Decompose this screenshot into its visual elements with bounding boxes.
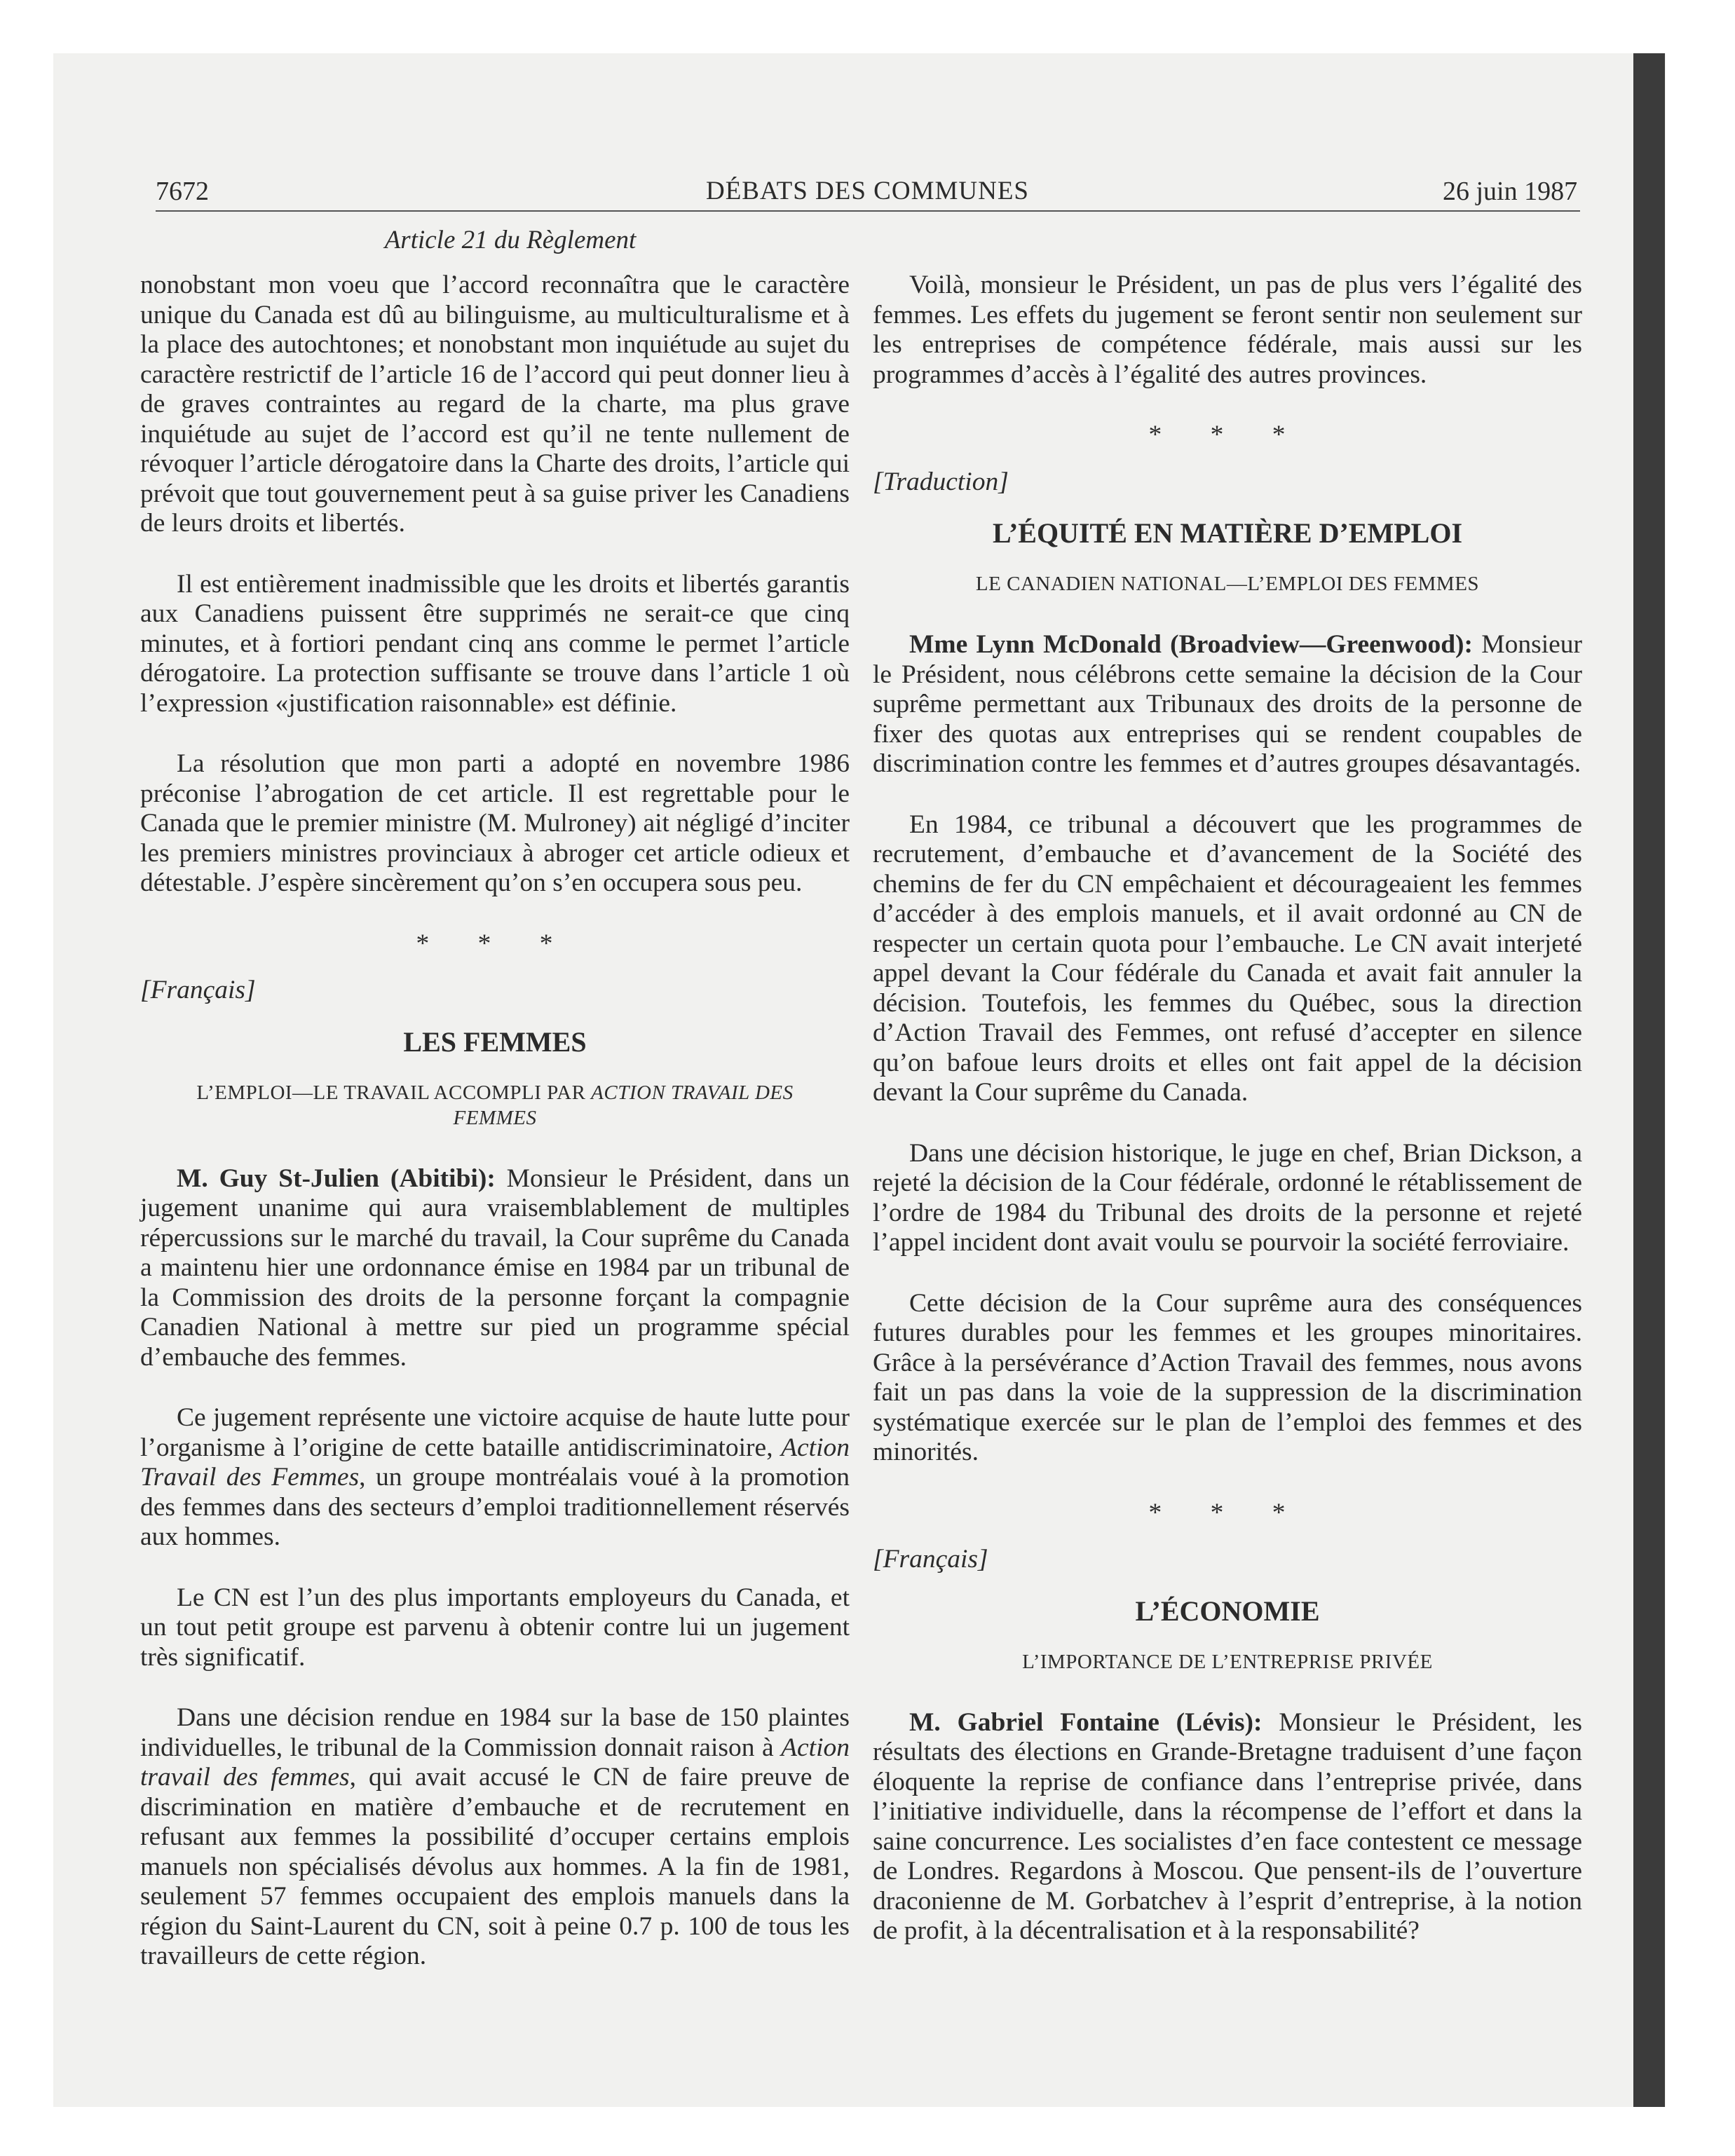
paragraph: Il est entièrement inadmissible que les droits et libertés garantis aux Canadiens puissent être supprimés ne serait-ce que cinq minutes, et à fortiori pendant cinq ans comme le permet l’article dérogatoire. La protection suffisante se trouve dans l’article 1 où l’expression «justification raisonnable» est définie. bbox=[140, 569, 850, 718]
header-rule bbox=[156, 210, 1580, 212]
paragraph: Le CN est l’un des plus importants employeurs du Canada, et un tout petit groupe est parvenu à obtenir contre lui un jugement très significatif. bbox=[140, 1583, 850, 1672]
section-separator: * * * bbox=[1148, 421, 1307, 449]
text: Dans une décision rendue en 1984 sur la base de 150 plaintes individuelles, le tribunal de la Commission donnait raison à bbox=[140, 1703, 850, 1762]
language-marker: [Français] bbox=[140, 976, 256, 1004]
section-title: LES FEMMES bbox=[403, 1025, 587, 1058]
speech-paragraph bbox=[140, 1164, 850, 1373]
speech-text: Monsieur le Président, les résultats des élections en Grande-Bretagne traduisent d’une façon éloquente la reprise de confiance dans l’entreprise privée, dans l’initiative individuelle, dans la récompense de l’effort et dans la saine concurrence. Les socialistes d’en face contestent ce message de Londres. Regardons à Moscou. Que pensent-ils de l’ouverture draconienne de M. Gorbatchev à l’esprit d’entreprise, à la notion de profit, à la décentralisation et à la responsabilité? bbox=[873, 1707, 1582, 1945]
text: , un groupe montréalais voué à la promotion des femmes dans des secteurs d’emploi traditionnellement réservés aux hommes. bbox=[140, 1463, 850, 1551]
text: , qui avait accusé le CN de faire preuve de discrimination en matière d’embauche et de recrutement en refusant aux femmes la possibilité d’occuper certains emplois manuels non spécialisés dévolus aux hommes. A la fin de 1981, seulement 57 femmes occupaient des emplois manuels dans la région du Saint-Laurent du CN, soit à peine 0.7 p. 100 de tous les travailleurs de cette région. bbox=[140, 1763, 850, 1970]
paragraph: La résolution que mon parti a adopté en novembre 1986 préconise l’abrogation de cet article. Il est regrettable pour le Canada que le premier ministre (M. Mulroney) ait négligé d’inciter les premiers ministres provinciaux à abroger cet article odieux et détestable. J’espère sincèrement qu’on s’en occupera sous peu. bbox=[140, 749, 850, 897]
paragraph: nonobstant mon voeu que l’accord reconnaîtra que le caractère unique du Canada est dû au bilinguisme, au multiculturalisme et à la place des autochtones; et nonobstant mon inquiétude au sujet du caractère restrictif de l’article 16 de l’accord qui peut donner lieu à de graves contraintes au regard de la charte, ma plus grave inquiétude au sujet de l’accord est qu’il ne tente nullement de révoquer l’article dérogatoire dans la Charte des droits, l’article qui prévoit que tout gouvernement peut à sa guise priver les Canadiens de leurs droits et libertés. bbox=[140, 271, 850, 538]
organization-name: Action travail des femmes bbox=[140, 1733, 850, 1792]
section-subtitle bbox=[140, 1080, 850, 1131]
paragraph: En 1984, ce tribunal a découvert que les programmes de recrutement, d’embauche et d’avancement de la Société des chemins de fer du CN empêchaient et décourageaient les femmes d’accéder à des emplois manuels, et il avait ordonné au CN de respecter un certain quota pour l’embauche. Le CN avait interjeté appel devant la Cour fédérale du Canada et avait fait annuler la décision. Toutefois, les femmes du Québec, sous la direction d’Action Travail des Femmes, ont refusé d’accepter en silence qu’on bafoue leurs droits et elles ont fait appel de la décision devant la Cour suprême du Canada. bbox=[873, 810, 1582, 1107]
subtitle-italic: ACTION TRAVAIL DES FEMMES bbox=[453, 1081, 794, 1129]
paragraph: Cette décision de la Cour suprême aura des conséquences futures durables pour les femmes et les groupes minoritaires. Grâce à la persévérance d’Action Travail des femmes, nous avons fait un pas dans la voie de la suppression de la discrimination systématique exercée sur le plan de l’emploi des femmes et des minorités. bbox=[873, 1288, 1582, 1466]
subtitle-text: L’EMPLOI—LE TRAVAIL ACCOMPLI PAR bbox=[196, 1081, 592, 1104]
text: Ce jugement représente une victoire acquise de haute lutte pour l’organisme à l’origine de cette bataille antidiscriminatoire, bbox=[140, 1403, 850, 1462]
page-number: 7672 bbox=[156, 177, 209, 206]
section-title: L’ÉCONOMIE bbox=[1135, 1595, 1320, 1627]
section-title: L’ÉQUITÉ EN MATIÈRE D’EMPLOI bbox=[992, 517, 1463, 549]
speaker-name: M. Gabriel Fontaine (Lévis): bbox=[909, 1707, 1263, 1737]
speech-text: Monsieur le Président, dans un jugement unanime qui aura vraisemblablement de multiples répercussions sur le marché du travail, la Cour suprême du Canada a maintenu hier une ordonnance émise en 1984 par un tribunal de la Commission des droits de la personne forçant la compagnie Canadien National à mettre sur pied un programme spécial d’embauche des femmes. bbox=[140, 1164, 850, 1372]
paragraph: Dans une décision historique, le juge en chef, Brian Dickson, a rejeté la décision de la Cour fédérale, ordonné le rétablissement de l’ordre de 1984 du Tribunal des droits de la personne et rejeté l’appel incident dont avait voulu se pourvoir la société ferroviaire. bbox=[873, 1138, 1582, 1257]
running-title: DÉBATS DES COMMUNES bbox=[705, 177, 1029, 205]
speaker-name: M. Guy St-Julien (Abitibi): bbox=[177, 1164, 496, 1193]
language-marker: [Traduction] bbox=[873, 467, 1009, 496]
section-separator: * * * bbox=[416, 929, 574, 958]
page-subheader: Article 21 du Règlement bbox=[384, 226, 637, 254]
speech-text: Monsieur le Président, nous célébrons cette semaine la décision de la Cour suprême permettant aux Tribunaux des droits de la personne de fixer des quotas aux entreprises qui se rendent coupables de discrimination contre les femmes et d’autres groupes désavantagés. bbox=[873, 630, 1582, 778]
left-column bbox=[140, 271, 850, 2003]
speech-paragraph bbox=[873, 630, 1582, 779]
section-separator: * * * bbox=[1148, 1498, 1307, 1527]
paragraph bbox=[140, 1403, 850, 1553]
speech-paragraph bbox=[873, 1708, 1582, 1946]
organization-name: Action Travail des Femmes bbox=[140, 1433, 850, 1492]
section-subtitle: LE CANADIEN NATIONAL—L’EMPLOI DES FEMMES bbox=[975, 573, 1480, 595]
section-subtitle: L’IMPORTANCE DE L’ENTREPRISE PRIVÉE bbox=[1022, 1650, 1433, 1673]
scan-edge-shadow bbox=[1633, 53, 1665, 2107]
paragraph bbox=[140, 1703, 850, 1972]
header-date: 26 juin 1987 bbox=[1443, 177, 1578, 206]
speaker-name: Mme Lynn McDonald (Broadview—Greenwood): bbox=[909, 630, 1474, 659]
right-column bbox=[873, 271, 1582, 1977]
paragraph: Voilà, monsieur le Président, un pas de plus vers l’égalité des femmes. Les effets du jugement se feront sentir non seulement sur les entreprises de compétence fédérale, mais aussi sur les programmes d’accès à l’égalité des autres provinces. bbox=[873, 271, 1582, 389]
language-marker: [Français] bbox=[873, 1545, 988, 1574]
